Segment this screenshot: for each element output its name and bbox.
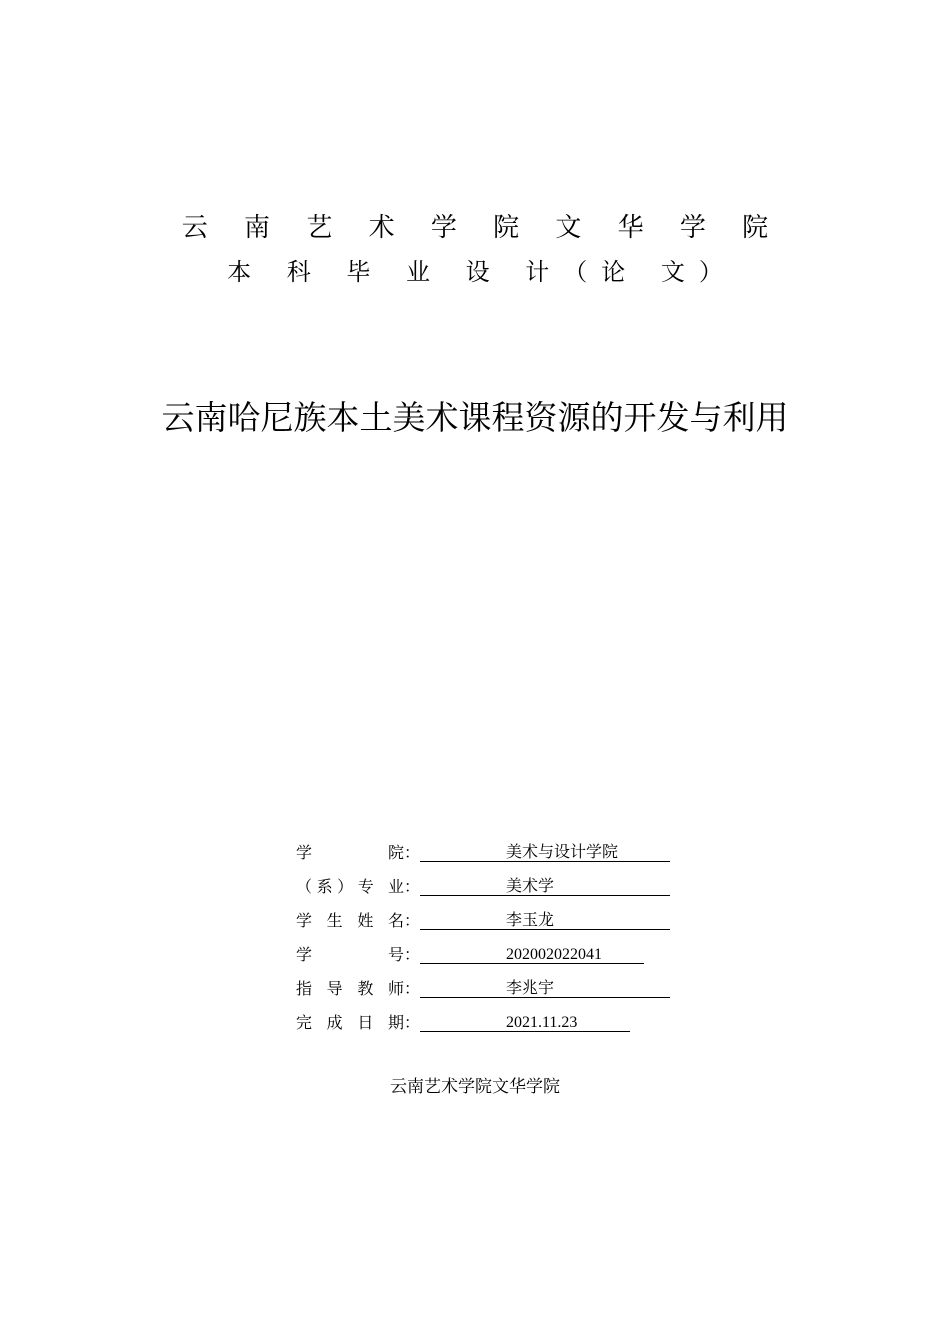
student-name-value: 李玉龙 <box>420 904 670 930</box>
college-label: 学 院： <box>296 843 421 862</box>
student-id-value: 202002022041 <box>420 938 644 964</box>
advisor-value: 李兆宇 <box>420 972 670 998</box>
info-row-date <box>296 1006 676 1040</box>
info-row-advisor <box>296 972 676 1006</box>
info-row-college <box>296 836 676 870</box>
cover-info-block <box>296 836 676 1040</box>
thesis-title: 云南哈尼族本土美术课程资源的开发与利用 <box>161 398 789 437</box>
footer-school-name: 云南艺术学院文华学院 <box>390 1077 560 1097</box>
completion-date-value: 2021.11.23 <box>420 1006 630 1032</box>
document-type-heading: 本 科 毕 业 设 计（论 文） <box>227 258 737 286</box>
info-row-major <box>296 870 676 904</box>
major-value: 美术学 <box>420 870 670 896</box>
major-label: （系）专 业： <box>296 877 421 896</box>
info-row-student-id <box>296 938 676 972</box>
advisor-label: 指 导 教 师： <box>296 979 421 998</box>
student-id-label: 学 号： <box>296 945 421 964</box>
completion-date-label: 完 成 日 期： <box>296 1013 421 1032</box>
college-value: 美术与设计学院 <box>420 836 670 862</box>
school-name-heading: 云 南 艺 术 学 院 文 华 学 院 <box>181 213 783 243</box>
info-row-student <box>296 904 676 938</box>
student-name-label: 学 生 姓 名： <box>296 911 421 930</box>
